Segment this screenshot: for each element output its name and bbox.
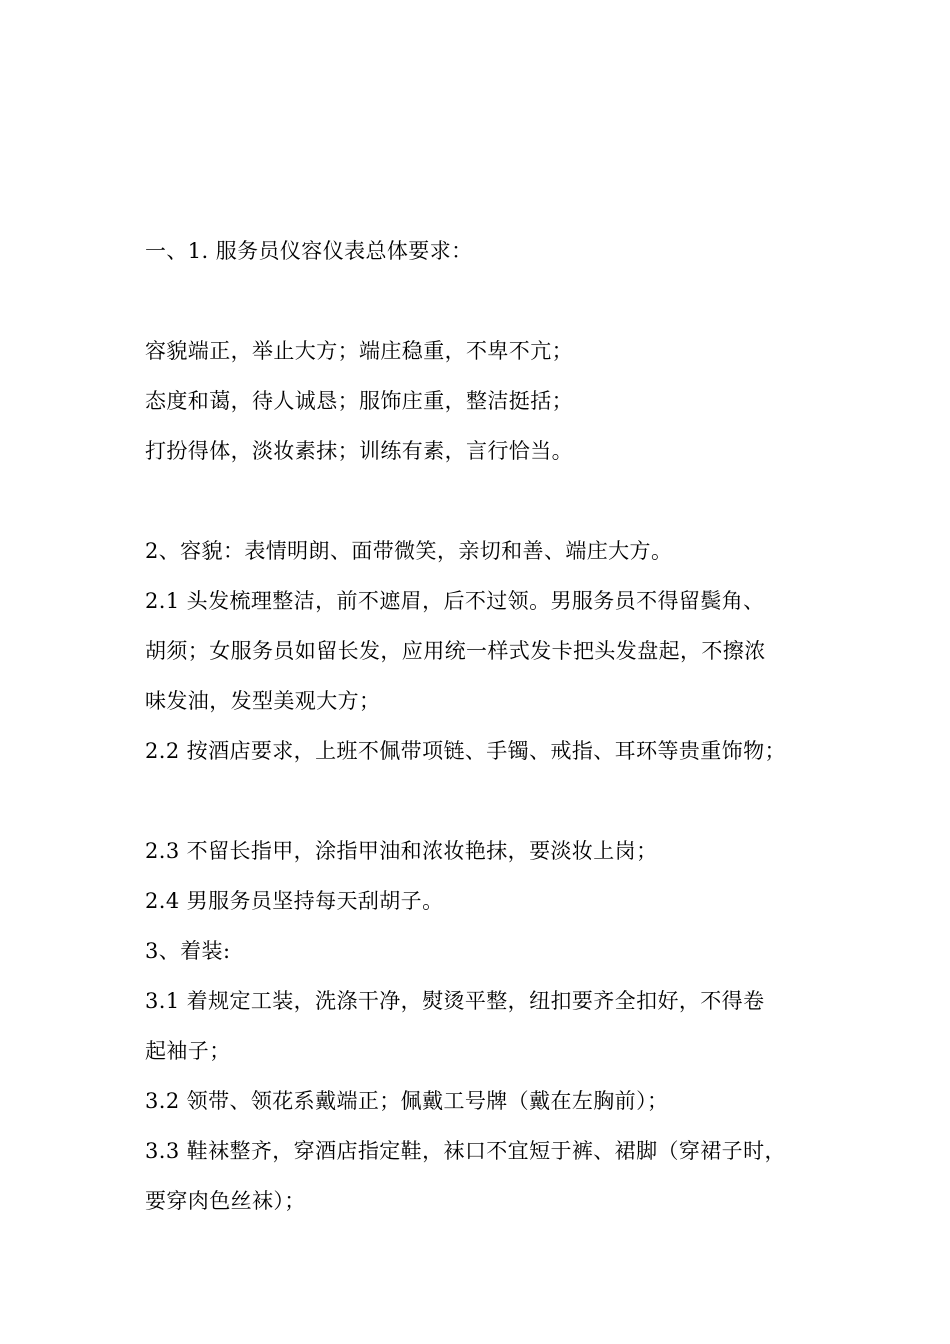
paragraph-line: 胡须；女服务员如留长发，应用统一样式发卡把头发盘起，不擦浓 [145,639,766,663]
blank-line [145,276,865,326]
paragraph-line: 2.4 男服务员坚持每天刮胡子。 [145,889,444,913]
paragraph-line: 要穿肉色丝袜）； [145,1189,306,1213]
paragraph-line: 打扮得体，淡妆素抹；训练有素，言行恰当。 [145,439,573,463]
paragraph-line: 2.3 不留长指甲，涂指甲油和浓妆艳抹，要淡妆上岗； [145,839,658,863]
paragraph-line: 2.2 按酒店要求，上班不佩带项链、手镯、戒指、耳环等贵重饰物； [145,739,786,763]
paragraph-line: 3.1 着规定工装，洗涤干净，熨烫平整，纽扣要齐全扣好，不得卷 [145,989,765,1013]
paragraph-line: 容貌端正，举止大方；端庄稳重，不卑不亢； [145,339,573,363]
paragraph-line: 态度和蔼，待人诚恳；服饰庄重，整洁挺括； [145,389,573,413]
paragraph-line: 味发油，发型美观大方； [145,689,381,713]
section-heading: 一、1. 服务员仪容仪表总体要求： [145,239,473,263]
paragraph-line: 3.2 领带、领花系戴端正；佩戴工号牌（戴在左胸前）； [145,1089,669,1113]
blank-line [145,776,865,826]
paragraph-line: 起袖子； [145,1039,231,1063]
paragraph-line: 2.1 头发梳理整洁，前不遮眉，后不过领。男服务员不得留鬓角、 [145,589,765,613]
section-heading: 3、着装: [145,939,231,963]
section-heading: 2、容貌：表情明朗、面带微笑，亲切和善、端庄大方。 [145,539,673,563]
blank-line [145,476,865,526]
paragraph-line: 3.3 鞋袜整齐，穿酒店指定鞋，袜口不宜短于裤、裙脚（穿裙子时， [145,1139,786,1163]
document-body [145,226,865,1226]
